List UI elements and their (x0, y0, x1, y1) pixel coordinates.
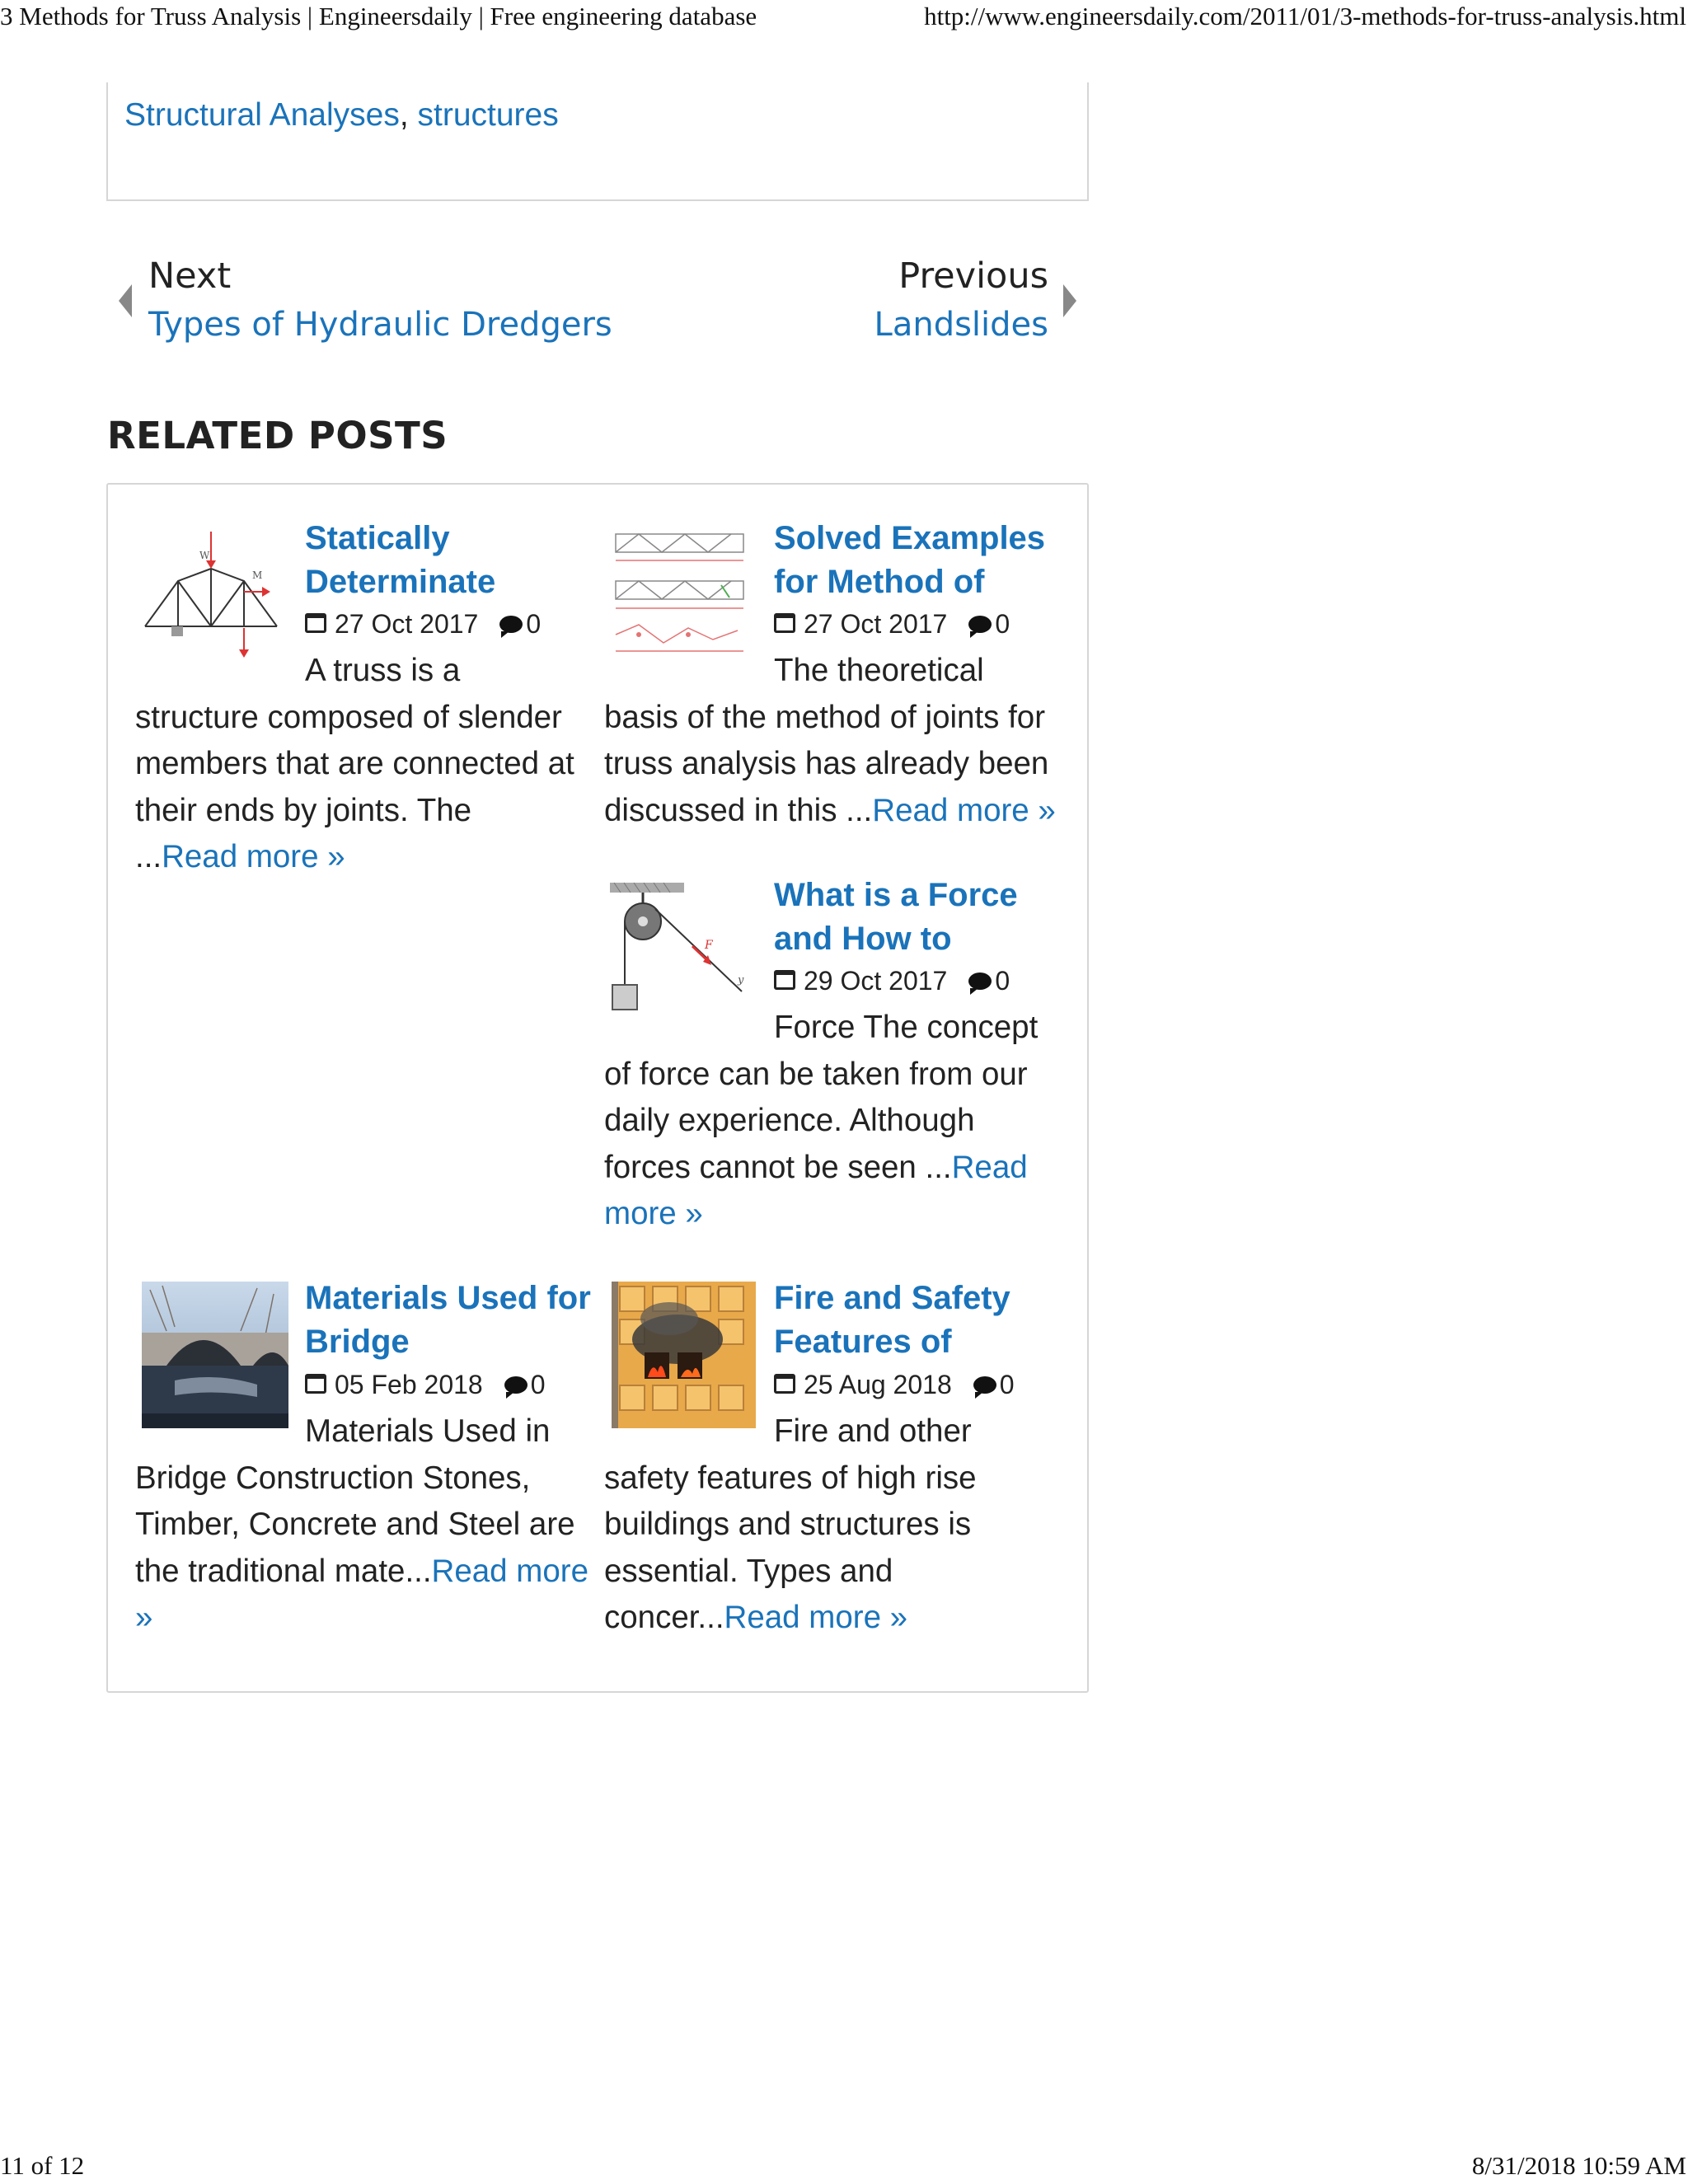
chevron-right-icon[interactable] (1063, 284, 1076, 317)
related-post-title-1[interactable] (305, 517, 495, 604)
comment-count: 0 (526, 609, 542, 639)
read-more-link[interactable]: Read more » (162, 839, 345, 874)
read-more-link[interactable]: Read more » (135, 1553, 588, 1635)
building-fire-thumbnail[interactable] (612, 1282, 756, 1428)
related-post-title-5[interactable] (774, 1277, 1010, 1364)
excerpt-text: of force can be taken from our daily experience. Although forces cannot be seen ... (604, 1056, 1028, 1185)
stone-bridge-thumbnail[interactable] (142, 1282, 288, 1428)
related-posts-heading: RELATED POSTS (107, 414, 448, 457)
read-more-link[interactable]: Read more » (724, 1600, 908, 1635)
post-title-line[interactable]: Fire and Safety (774, 1280, 1010, 1316)
post-meta (774, 1370, 1015, 1400)
previous-post-label: Previous (898, 255, 1048, 297)
comment-count: 0 (530, 1370, 546, 1399)
post-tags (124, 97, 559, 134)
excerpt-first-line: Force The concept (774, 1010, 1039, 1045)
post-meta (774, 966, 1010, 996)
excerpt-first-line: Materials Used in (305, 1413, 551, 1449)
tag-link-structures[interactable]: structures (417, 97, 559, 133)
post-excerpt (604, 648, 1066, 834)
post-excerpt (135, 648, 580, 881)
related-post-title-2[interactable] (774, 517, 1045, 604)
comment-icon (504, 1376, 528, 1394)
post-date: 05 Feb 2018 (335, 1370, 483, 1399)
truss-examples-thumbnail[interactable] (606, 519, 753, 666)
calendar-icon (774, 1374, 795, 1394)
post-title-line[interactable]: Features of (774, 1324, 952, 1360)
print-footer-page: 11 of 12 (0, 2151, 85, 2180)
next-post-label: Next (148, 255, 232, 297)
svg-text:M: M (252, 569, 263, 581)
related-post-title-3[interactable] (774, 874, 1018, 961)
comment-count: 0 (995, 609, 1010, 639)
print-footer-datetime: 8/31/2018 10:59 AM (1471, 2151, 1686, 2180)
excerpt-text: safety features of high rise buildings and structures is essential. Types and concer... (604, 1460, 977, 1635)
excerpt-text: structure composed of slender members that are connected at their ends by joints. The ... (135, 699, 574, 874)
post-title-line[interactable]: Determinate (305, 564, 496, 600)
print-header-url: http://www.engineersdaily.com/2011/01/3-methods-for-truss-analysis.html (924, 2, 1686, 30)
post-title-line[interactable]: Solved Examples (774, 520, 1046, 556)
previous-post-link[interactable]: Landslides (874, 306, 1048, 344)
post-title-line[interactable]: Bridge (305, 1324, 410, 1360)
post-title-line[interactable]: What is a Force (774, 877, 1018, 913)
post-date: 29 Oct 2017 (804, 966, 948, 996)
calendar-icon (305, 613, 326, 633)
truss-diagram-thumbnail[interactable] (137, 519, 284, 666)
post-meta (305, 609, 541, 640)
excerpt-text: Bridge Construction Stones, Timber, Concrete and Steel are the traditional mate... (135, 1460, 575, 1589)
calendar-icon (774, 613, 795, 633)
excerpt-first-line: The theoretical (774, 653, 984, 688)
excerpt-first-line: Fire and other (774, 1413, 972, 1449)
tag-link-structural-analyses[interactable]: Structural Analyses (124, 97, 400, 133)
comment-icon (973, 1376, 996, 1394)
svg-text:W: W (199, 550, 210, 561)
post-meta (774, 609, 1010, 640)
comment-icon (968, 972, 992, 990)
comment-icon (968, 616, 992, 633)
print-header-title: 3 Methods for Truss Analysis | Engineersdaily | Free engineering database (0, 2, 757, 30)
pulley-force-thumbnail[interactable] (606, 876, 753, 1023)
comment-icon (499, 616, 523, 633)
calendar-icon (774, 970, 795, 990)
post-excerpt (604, 1005, 1049, 1238)
comment-count: 0 (995, 966, 1010, 996)
post-excerpt (604, 1408, 1033, 1642)
post-title-line[interactable]: for Method of (774, 564, 985, 600)
chevron-left-icon[interactable] (119, 284, 132, 317)
excerpt-text: basis of the method of joints for truss analysis has already been discussed in this ... (604, 699, 1049, 828)
calendar-icon (305, 1374, 326, 1394)
post-excerpt (135, 1408, 588, 1642)
post-date: 25 Aug 2018 (804, 1370, 952, 1399)
post-meta (305, 1370, 546, 1400)
comment-count: 0 (999, 1370, 1015, 1399)
read-more-link[interactable]: Read more » (604, 1149, 1028, 1231)
svg-text:y: y (738, 974, 744, 987)
tag-separator: , (399, 97, 418, 133)
post-title-line[interactable]: Materials Used for (305, 1280, 591, 1316)
post-title-line[interactable]: Statically (305, 520, 450, 556)
post-date: 27 Oct 2017 (335, 609, 479, 639)
post-date: 27 Oct 2017 (804, 609, 948, 639)
related-post-title-4[interactable] (305, 1277, 591, 1364)
excerpt-first-line: A truss is a (305, 653, 461, 688)
next-post-link[interactable]: Types of Hydraulic Dredgers (148, 306, 612, 344)
post-title-line[interactable]: and How to (774, 921, 952, 957)
read-more-link[interactable]: Read more » (872, 792, 1056, 828)
svg-text:F: F (705, 939, 713, 952)
